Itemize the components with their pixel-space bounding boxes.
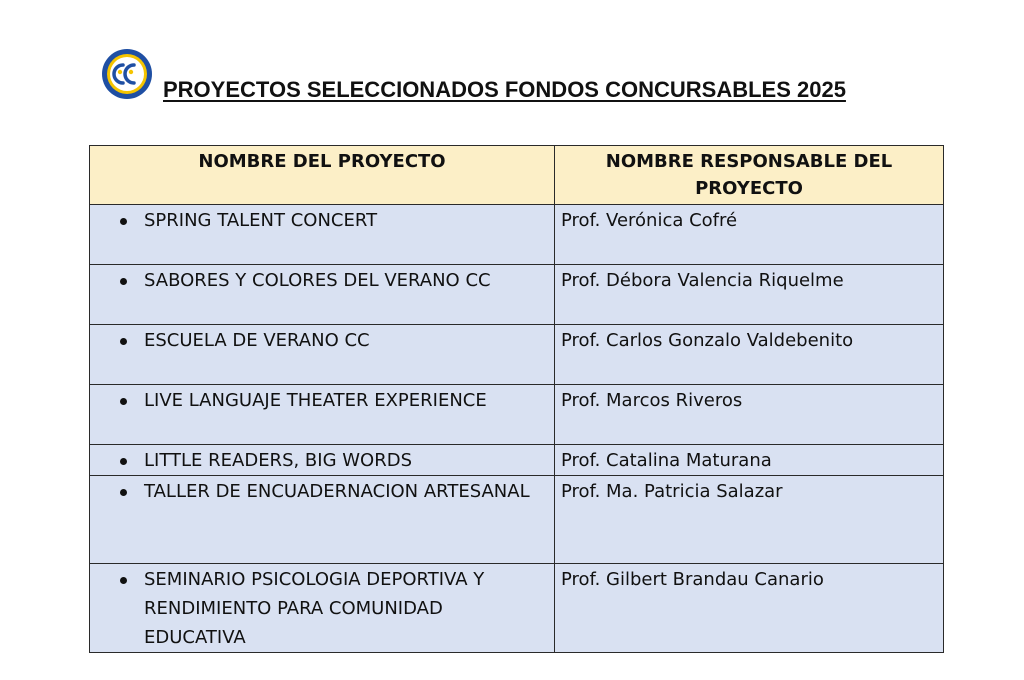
responsible-name-cell: Prof. Catalina Maturana	[555, 445, 944, 476]
project-name-cell	[90, 265, 555, 325]
projects-table	[89, 145, 944, 653]
project-name: LITTLE READERS, BIG WORDS	[144, 450, 413, 471]
table-header-row	[90, 146, 944, 205]
project-name-cell	[90, 476, 555, 564]
page-title: PROYECTOS SELECCIONADOS FONDOS CONCURSABLES 2025	[163, 77, 846, 102]
project-name-cell	[90, 205, 555, 265]
table-row	[90, 476, 944, 564]
bullet-icon	[120, 398, 127, 405]
responsible-name-cell: Prof. Ma. Patricia Salazar	[555, 476, 944, 564]
responsible-name-cell: Prof. Carlos Gonzalo Valdebenito	[555, 325, 944, 385]
responsible-name-cell: Prof. Marcos Riveros	[555, 385, 944, 445]
responsible-name-cell: Prof. Gilbert Brandau Canario	[555, 564, 944, 653]
project-name: SEMINARIO PSICOLOGIA DEPORTIVA Y RENDIMIENTO PARA COMUNIDAD EDUCATIVA	[144, 569, 485, 648]
responsible-name-cell: Prof. Débora Valencia Riquelme	[555, 265, 944, 325]
bullet-icon	[120, 278, 127, 285]
school-emblem-icon	[101, 48, 153, 100]
table-row	[90, 265, 944, 325]
table-row	[90, 325, 944, 385]
header-responsible-name: NOMBRE RESPONSABLE DEL PROYECTO	[555, 146, 944, 205]
table-row	[90, 205, 944, 265]
bullet-icon	[120, 338, 127, 345]
table-row	[90, 564, 944, 653]
project-name-cell	[90, 325, 555, 385]
responsible-name-cell: Prof. Verónica Cofré	[555, 205, 944, 265]
project-name-cell	[90, 385, 555, 445]
table-row	[90, 445, 944, 476]
project-name: SABORES Y COLORES DEL VERANO CC	[144, 270, 491, 291]
table-row	[90, 385, 944, 445]
bullet-icon	[120, 489, 127, 496]
bullet-icon	[120, 218, 127, 225]
project-name: LIVE LANGUAJE THEATER EXPERIENCE	[144, 390, 487, 411]
project-name: TALLER DE ENCUADERNACION ARTESANAL	[144, 481, 530, 502]
project-name: ESCUELA DE VERANO CC	[144, 330, 370, 351]
header-project-name: NOMBRE DEL PROYECTO	[90, 146, 555, 205]
project-name-cell	[90, 564, 555, 653]
bullet-icon	[120, 458, 127, 465]
project-name-cell	[90, 445, 555, 476]
project-name: SPRING TALENT CONCERT	[144, 210, 378, 231]
bullet-icon	[120, 577, 127, 584]
